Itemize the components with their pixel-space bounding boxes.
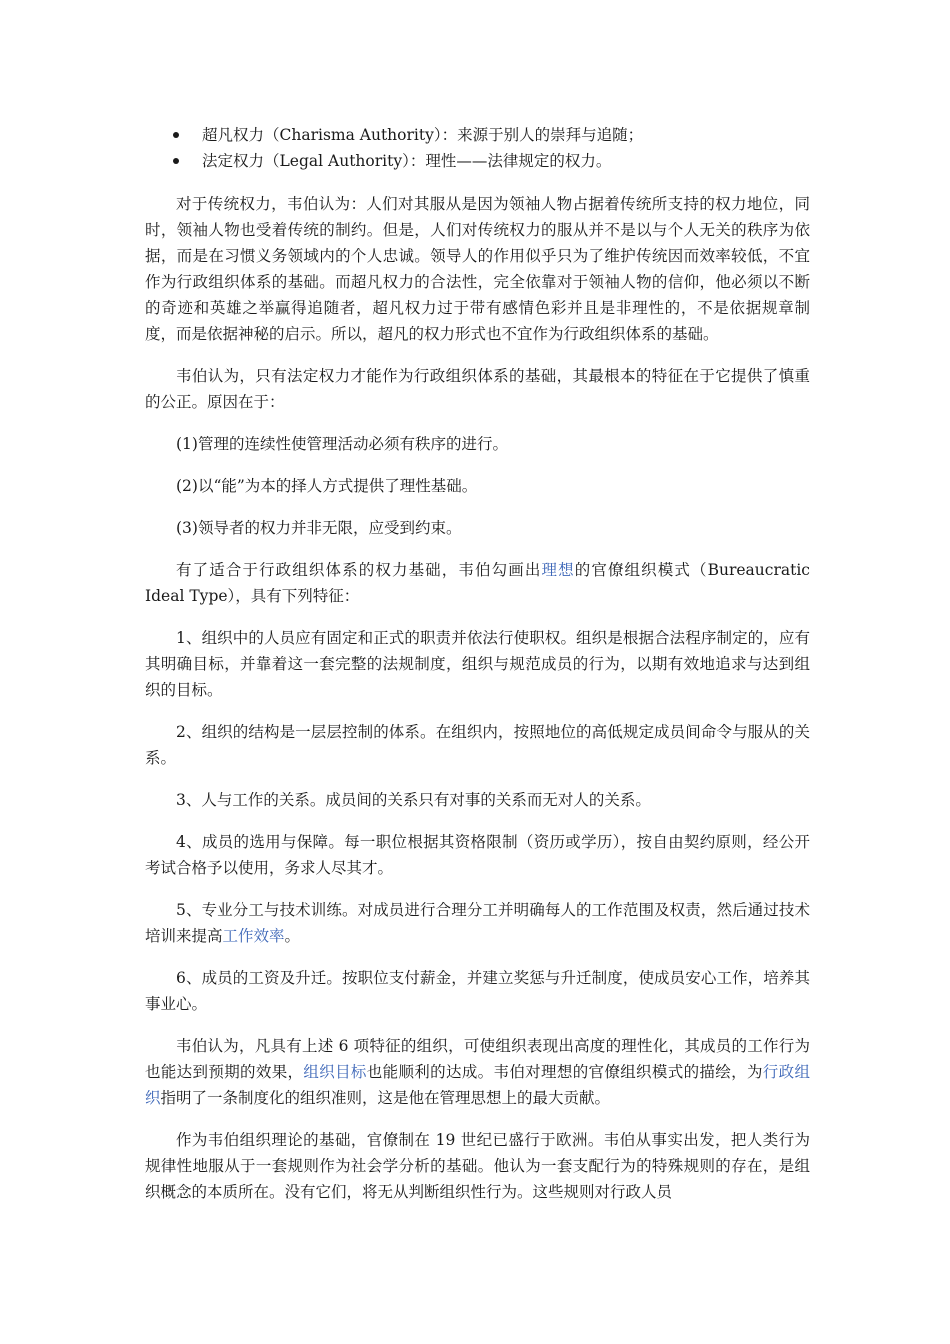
link-ideal[interactable]: 理想 <box>541 561 575 579</box>
bullet-text: 超凡权力（Charisma Authority）：来源于别人的崇拜与追随； <box>202 126 644 144</box>
reason-item: (2)以“能”为本的择人方式提供了理性基础。 <box>176 477 478 495</box>
bullet-dot-icon <box>173 132 179 138</box>
reason-item: (1)管理的连续性使管理活动必须有秩序的进行。 <box>176 435 508 453</box>
link-work-efficiency[interactable]: 工作效率 <box>222 927 285 945</box>
text-segment: 也能顺利的达成。韦伯对理想的官僚组织模式的描绘，为 <box>366 1063 763 1081</box>
bullet-text: 法定权力（Legal Authority）：理性——法律规定的权力。 <box>202 152 612 170</box>
paragraph-weber-conclusion <box>145 1033 810 1111</box>
text-segment: 有了适合于行政组织体系的权力基础，韦伯勾画出 <box>176 561 542 579</box>
feature-item-6: 6、成员的工资及升迁。按职位支付薪金，并建立奖惩与升迁制度，使成员安心工作，培养其事业心。 <box>145 969 810 1013</box>
bullet-dot-icon <box>173 158 179 164</box>
feature-item-2: 2、组织的结构是一层层控制的体系。在组织内，按照地位的高低规定成员间命令与服从的关系。 <box>145 723 810 767</box>
paragraph-legal-authority: 韦伯认为，只有法定权力才能作为行政组织体系的基础，其最根本的特征在于它提供了慎重的公正。原因在于： <box>145 367 810 411</box>
text-segment: 5、专业分工与技术训练。对成员进行合理分工并明确每人的工作范围及权责，然后通过技术培训来提高 <box>145 901 810 945</box>
feature-item-1: 1、组织中的人员应有固定和正式的职责并依法行使职权。组织是根据合法程序制定的，应有其明确目标，并靠着这一套完整的法规制度，组织与规范成员的行为，以期有效地追求与达到组织的目标。 <box>145 629 810 699</box>
bullet-item <box>145 122 810 148</box>
text-segment: 的官僚组织模式（Bureaucratic Ideal Type），具有下列特征： <box>145 561 810 605</box>
bullet-item <box>145 148 810 174</box>
authority-bullet-list <box>145 122 810 174</box>
paragraph-ideal-type <box>145 557 810 609</box>
reason-item: (3)领导者的权力并非无限，应受到约束。 <box>176 519 462 537</box>
document-body <box>145 122 810 1221</box>
paragraph-bureaucracy-basis: 作为韦伯组织理论的基础，官僚制在 19 世纪已盛行于欧洲。韦伯从事实出发，把人类行为规律性地服从于一套规则作为社会学分析的基础。他认为一套支配行为的特殊规则的存在，是组织概念的本质所在。没有它们，将无从判断组织性行为。这些规则对行政人员 <box>145 1131 810 1201</box>
feature-item-5 <box>145 897 810 949</box>
link-administrative-organization[interactable]: 行政组织 <box>145 1063 810 1107</box>
text-segment: 指明了一条制度化的组织准则，这是他在管理思想上的最大贡献。 <box>160 1089 611 1107</box>
feature-item-4: 4、成员的选用与保障。每一职位根据其资格限制（资历或学历），按自由契约原则，经公开考试合格予以使用，务求人尽其才。 <box>145 833 810 877</box>
link-organization-goal[interactable]: 组织目标 <box>303 1063 367 1081</box>
paragraph-traditional-authority: 对于传统权力，韦伯认为：人们对其服从是因为领袖人物占据着传统所支持的权力地位，同时，领袖人物也受着传统的制约。但是，人们对传统权力的服从并不是以与个人无关的秩序为依据，而是在习惯义务领域内的个人忠诚。领导人的作用似乎只为了维护传统因而效率较低，不宜作为行政组织体系的基础。而超凡权力的合法性，完全依靠对于领袖人物的信仰，他必须以不断的奇迹和英雄之举赢得追随者，超凡权力过于带有感情色彩并且是非理性的，不是依据规章制度，而是依据神秘的启示。所以，超凡的权力形式也不宜作为行政组织体系的基础。 <box>145 195 810 343</box>
text-segment: 韦伯认为，凡具有上述 6 项特征的组织，可使组织表现出高度的理性化，其成员的工作行为也能达到预期的效果， <box>145 1037 810 1081</box>
text-segment: 。 <box>284 927 301 945</box>
feature-item-3: 3、人与工作的关系。成员间的关系只有对事的关系而无对人的关系。 <box>176 791 651 809</box>
